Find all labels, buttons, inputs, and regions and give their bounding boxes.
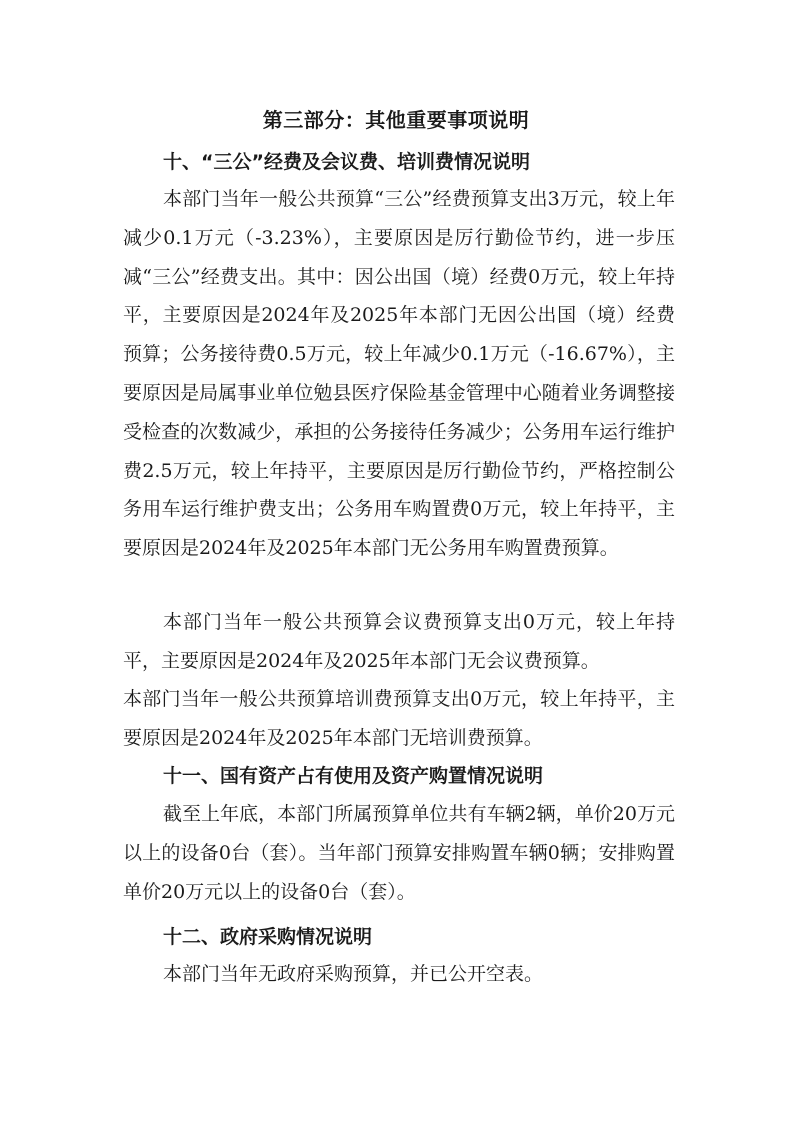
- paragraph-procurement: 本部门当年无政府采购预算，并已公开空表。: [163, 963, 544, 985]
- section-heading-state-assets: 十一、国有资产占有使用及资产购置情况说明: [163, 765, 544, 787]
- paragraph-meeting-fees: 本部门当年一般公共预算会议费预算支出0万元，较上年持平，主要原因是2024年及2025年本部门无会议费预算。: [123, 611, 675, 672]
- paragraph-sangong-expenses: 本部门当年一般公共预算“三公”经费预算支出3万元，较上年减少0.1万元（-3.23%），主要原因是厉行勤俭节约，进一步压减“三公”经费支出。其中：因公出国（境）经费0万元，较上年持平，主要原因是2024年及2025年本部门无因公出国（境）经费预算；公务接待费0.5万元，较上年减少0.1万元（-16.67%），主要原因是局属事业单位勉县医疗保险基金管理中心随着业务调整接受检查的次数减少，承担的公务接待任务减少；公务用车运行维护费2.5万元，较上年持平，主要原因是厉行勤俭节约，严格控制公务用车运行维护费支出；公务用车购置费0万元，较上年持平，主要原因是2024年及2025年本部门无公务用车购置费预算。: [123, 188, 675, 560]
- section-heading-sangong: 十、“三公”经费及会议费、培训费情况说明: [163, 151, 530, 173]
- paragraph-state-assets: 截至上年底，本部门所属预算单位共有车辆2辆，单价20万元以上的设备0台（套）。当年部门预算安排购置车辆0辆；安排购置单价20万元以上的设备0台（套）。: [123, 803, 675, 903]
- page-title: 第三部分：其他重要事项说明: [262, 108, 530, 132]
- paragraph-training-fees: 本部门当年一般公共预算培训费预算支出0万元，较上年持平，主要原因是2024年及2025年本部门无培训费预算。: [123, 688, 675, 749]
- section-heading-procurement: 十二、政府采购情况说明: [163, 926, 373, 948]
